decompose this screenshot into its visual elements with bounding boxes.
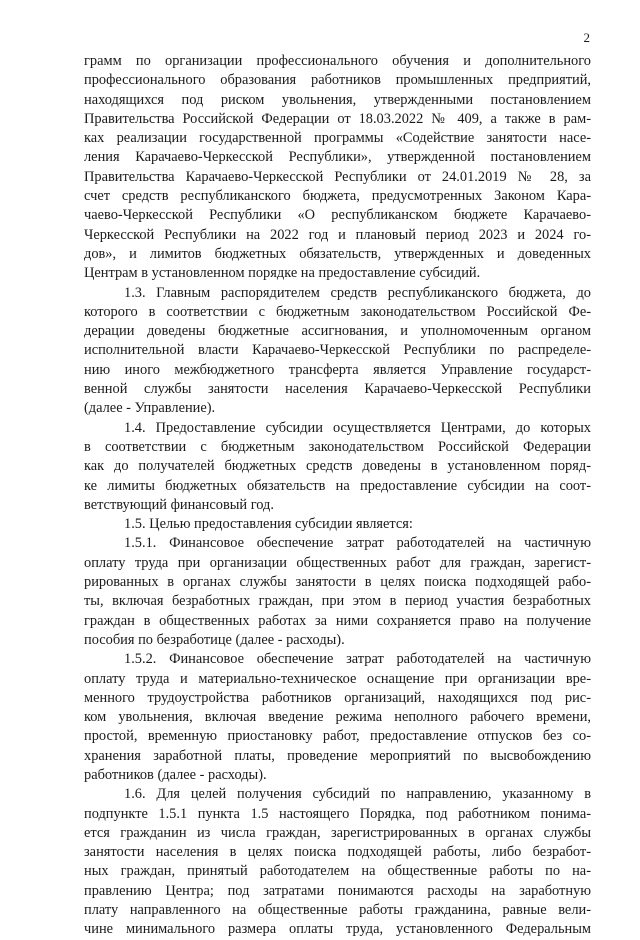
text-line: счет средств республиканского бюджета, предусмотренных Законом Кара- [84,188,591,205]
document-body [84,52,591,940]
text-line: Правительства Карачаево-Черкесской Республики от 24.01.2019 № 28, за [84,168,591,185]
text-line: ках реализации государственной программы «Содействие занятости насе- [84,130,591,147]
text-line: 1.5.2. Финансовое обеспечение затрат работодателей на частичную [124,651,591,668]
text-line: нию иного межбюджетного трансферта является Управление государст- [84,361,591,378]
text-line: работников (далее - расходы). [84,766,267,783]
text-line: дерации доведены бюджетные ассигнования, и уполномоченным органом [84,323,591,340]
text-line: правлению Центра; под затратами понимаются расходы на заработную [84,882,591,899]
text-line: чаево-Черкесской Республики «О республиканском бюджете Карачаево- [84,207,591,224]
text-line: ке лимиты бюджетных обязательств на предоставление субсидии на соот- [84,477,591,494]
text-line: (далее - Управление). [84,400,216,417]
text-line: находящихся под риском увольнения, утвержденными постановлением [84,91,591,108]
text-line: менного трудоустройства работников организаций, находящихся под рис- [84,689,591,706]
paragraph [84,419,591,515]
text-line: простой, временную приостановку работ, предоставление отпусков без со- [84,728,591,745]
text-line: 1.5. Целью предоставления субсидии является: [124,516,413,533]
text-line: занятости населения в целях поиска подходящей работы, либо безработ- [84,844,591,861]
text-line: ления Карачаево-Черкесской Республики», утвержденной постановлением [84,149,591,166]
text-line: 1.5.1. Финансовое обеспечение затрат работодателей на частичную [124,535,591,552]
text-line: хранения заработной платы, проведение мероприятий по высвобождению [84,747,591,764]
text-line: дов», и лимитов бюджетных обязательств, утвержденных и доведенных [84,245,591,262]
paragraph [84,534,591,650]
paragraph [84,52,591,284]
text-line: в соответствии с бюджетным законодательством Российской Федерации [84,438,591,455]
text-line: чине минимального размера оплаты труда, установленного Федеральным [84,921,591,938]
text-line: 1.6. Для целей получения субсидий по направлению, указанному в [124,786,591,803]
page-number: 2 [583,30,590,45]
text-line: ком увольнения, включая введение режима неполного рабочего времени, [84,709,591,726]
text-line: Черкесской Республики на 2022 год и плановый период 2023 и 2024 го- [84,226,591,243]
text-line: подпункте 1.5.1 пункта 1.5 настоящего Порядка, под работником понима- [84,805,591,822]
text-line: венной службы занятости населения Карачаево-Черкесской Республики [84,381,591,398]
text-line: профессионального образования работников промышленных предприятий, [84,72,591,89]
text-line: 1.3. Главным распорядителем средств республиканского бюджета, до [124,284,591,301]
text-line: Правительства Российской Федерации от 18.03.2022 № 409, а также в рам- [84,110,591,127]
paragraph [84,650,591,785]
text-line: оплату труда и материально-техническое оснащение при организации вре- [84,670,591,687]
text-line: оплату труда при организации общественных работ для граждан, зарегист- [84,554,591,571]
text-line: которого в соответствии с бюджетным законодательством Российской Фе- [84,303,591,320]
paragraph [84,785,591,939]
text-line: Центрам в установленном порядке на предоставление субсидий. [84,265,481,282]
text-line: ты, включая безработных граждан, при этом в период участия безработных [84,593,591,610]
text-line: рированных в органах службы занятости в целях поиска подходящей рабо- [84,574,591,591]
text-line: 1.4. Предоставление субсидии осуществляется Центрами, до которых [124,419,591,436]
text-line: граждан в общественных работах за ними сохраняется право на получение [84,612,591,629]
text-line: ных граждан, принятый работодателем на общественные работы по на- [84,863,591,880]
paragraph [84,515,591,534]
text-line: ется гражданин из числа граждан, зарегистрированных в органах службы [84,824,591,841]
text-line: исполнительной власти Карачаево-Черкесской Республики по распределе- [84,342,591,359]
text-line: ветствующий финансовый год. [84,496,274,513]
text-line: грамм по организации профессионального обучения и дополнительного [84,53,591,69]
text-line: плату направленного на общественные работы гражданина, равные вели- [84,902,591,919]
text-line: как до получателей бюджетных средств доведены в установленном поряд- [84,458,591,475]
text-line: пособия по безработице (далее - расходы). [84,631,345,648]
paragraph [84,284,591,419]
